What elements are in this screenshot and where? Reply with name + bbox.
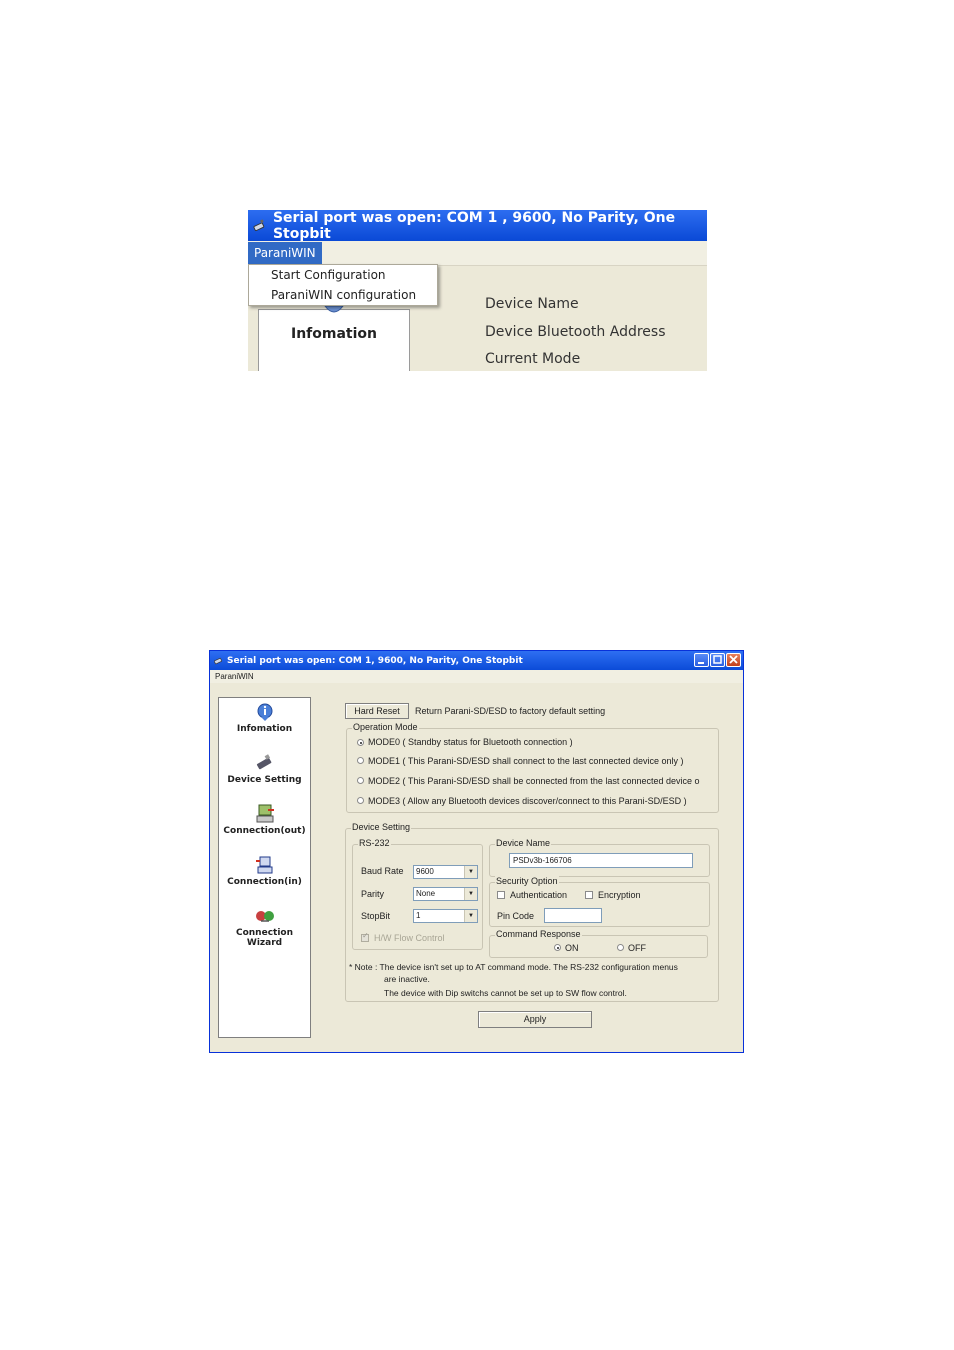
stopbit-label: StopBit <box>361 911 391 921</box>
hw-flow-control-checkbox[interactable] <box>361 934 369 942</box>
encryption-label: Encryption <box>598 890 641 900</box>
minimize-icon <box>695 654 708 666</box>
parity-label: Parity <box>361 889 385 899</box>
paraniwin-dropdown-menu <box>248 264 438 306</box>
hard-reset-description: Return Parani-SD/ESD to factory default setting <box>415 706 606 716</box>
nav-label: Connection(in) <box>227 877 302 887</box>
nav-item-connection-out[interactable] <box>219 804 310 836</box>
window-title: Serial port was open: COM 1 , 9600, No Parity, One Stopbit <box>272 210 676 242</box>
computer-in-icon <box>254 855 276 875</box>
baud-rate-value: 9600 <box>416 867 434 876</box>
mode0-radio[interactable] <box>357 739 364 746</box>
command-response-legend: Command Response <box>496 929 581 939</box>
maximize-icon <box>711 654 724 666</box>
computer-out-icon <box>254 804 276 824</box>
title-bar[interactable] <box>210 651 743 670</box>
authentication-label: Authentication <box>510 890 568 900</box>
bluetooth-dongle-icon <box>213 655 224 666</box>
device-info-labels <box>485 296 666 371</box>
nav-item-infomation[interactable] <box>219 702 310 734</box>
close-icon <box>727 654 740 666</box>
nav-label: Connection Wizard <box>235 928 294 948</box>
device-name-group <box>489 838 710 877</box>
command-response-on-label: ON <box>565 943 579 953</box>
nav-item-device-setting[interactable] <box>219 753 310 785</box>
mode2-label: MODE2 ( This Parani-SD/ESD shall be connected from the last connected device o <box>368 776 700 786</box>
screenshot-menu-open <box>248 210 707 371</box>
label-device-bt-address: Device Bluetooth Address <box>485 323 666 340</box>
device-name-input[interactable]: PSDv3b-166706 <box>509 853 693 868</box>
nav-item-connection-in[interactable] <box>219 855 310 887</box>
parity-value: None <box>416 889 436 898</box>
chevron-down-icon: ▼ <box>464 888 477 900</box>
title-bar[interactable] <box>248 210 707 241</box>
device-setting-group <box>345 822 719 1002</box>
rs232-group <box>352 838 483 950</box>
bluetooth-dongle-icon <box>252 218 267 234</box>
menu-item-paraniwin-configuration[interactable]: ParaniWIN configuration <box>271 288 417 302</box>
baud-rate-select[interactable] <box>413 865 478 879</box>
mode1-radio[interactable] <box>357 757 364 764</box>
command-response-off-label: OFF <box>628 943 646 953</box>
rs232-legend: RS-232 <box>359 838 390 848</box>
label-device-name: Device Name <box>485 296 579 312</box>
minimize-button[interactable] <box>694 653 709 667</box>
device-setting-legend: Device Setting <box>352 822 411 832</box>
nav-panel <box>218 697 311 1038</box>
hard-reset-button[interactable]: Hard Reset <box>345 703 409 719</box>
note-line-1: * Note : The device isn't set up to AT command mode. The RS-232 configuration menus <box>349 962 678 972</box>
screenshot-device-setting <box>209 650 744 1053</box>
nav-label: Infomation <box>236 724 293 734</box>
authentication-checkbox[interactable] <box>497 891 505 899</box>
stopbit-select[interactable] <box>413 909 478 923</box>
nav-label: Device Setting <box>227 775 302 785</box>
connection-wizard-icon <box>254 906 276 926</box>
pin-code-label: Pin Code <box>497 911 535 921</box>
label-current-mode: Current Mode <box>485 351 581 367</box>
command-response-off-radio[interactable] <box>617 944 624 951</box>
baud-rate-label: Baud Rate <box>361 866 404 876</box>
mode2-radio[interactable] <box>357 777 364 784</box>
pin-code-input[interactable] <box>544 908 602 923</box>
command-response-on-radio[interactable] <box>554 944 561 951</box>
menu-bar <box>248 241 707 266</box>
hw-flow-control-label: H/W Flow Control <box>374 933 445 943</box>
device-name-legend: Device Name <box>496 838 551 848</box>
command-response-group <box>489 929 708 958</box>
parity-select[interactable] <box>413 887 478 901</box>
mode3-radio[interactable] <box>357 797 364 804</box>
nav-item-infomation[interactable]: Infomation <box>291 326 377 342</box>
security-option-legend: Security Option <box>496 876 558 886</box>
mode1-label: MODE1 ( This Parani-SD/ESD shall connect to the last connected device only ) <box>368 756 684 766</box>
menu-item-start-configuration[interactable]: Start Configuration <box>271 268 386 282</box>
nav-panel <box>258 309 410 371</box>
bluetooth-dongle-icon <box>254 753 276 773</box>
info-icon <box>319 304 349 322</box>
stopbit-value: 1 <box>416 911 421 920</box>
mode0-label: MODE0 ( Standby status for Bluetooth connection ) <box>368 737 573 747</box>
note-line-3: The device with Dip switchs cannot be set up to SW flow control. <box>384 988 627 998</box>
menu-paraniwin[interactable]: ParaniWIN <box>210 670 743 683</box>
close-button[interactable] <box>726 653 741 667</box>
security-option-group <box>489 876 710 927</box>
nav-label: Connection(out) <box>223 826 306 836</box>
operation-mode-legend: Operation Mode <box>353 722 418 732</box>
encryption-checkbox[interactable] <box>585 891 593 899</box>
apply-button[interactable]: Apply <box>478 1011 592 1028</box>
window-title: Serial port was open: COM 1, 9600, No Parity, One Stopbit <box>227 655 523 666</box>
menu-paraniwin[interactable]: ParaniWIN <box>248 242 322 264</box>
chevron-down-icon: ▼ <box>464 910 477 922</box>
note-line-2: are inactive. <box>384 974 430 984</box>
nav-item-connection-wizard[interactable] <box>219 906 310 948</box>
mode3-label: MODE3 ( Allow any Bluetooth devices discover/connect to this Parani-SD/ESD ) <box>368 796 687 806</box>
maximize-button[interactable] <box>710 653 725 667</box>
chevron-down-icon: ▼ <box>464 866 477 878</box>
info-icon <box>255 702 275 722</box>
operation-mode-group <box>346 722 719 813</box>
